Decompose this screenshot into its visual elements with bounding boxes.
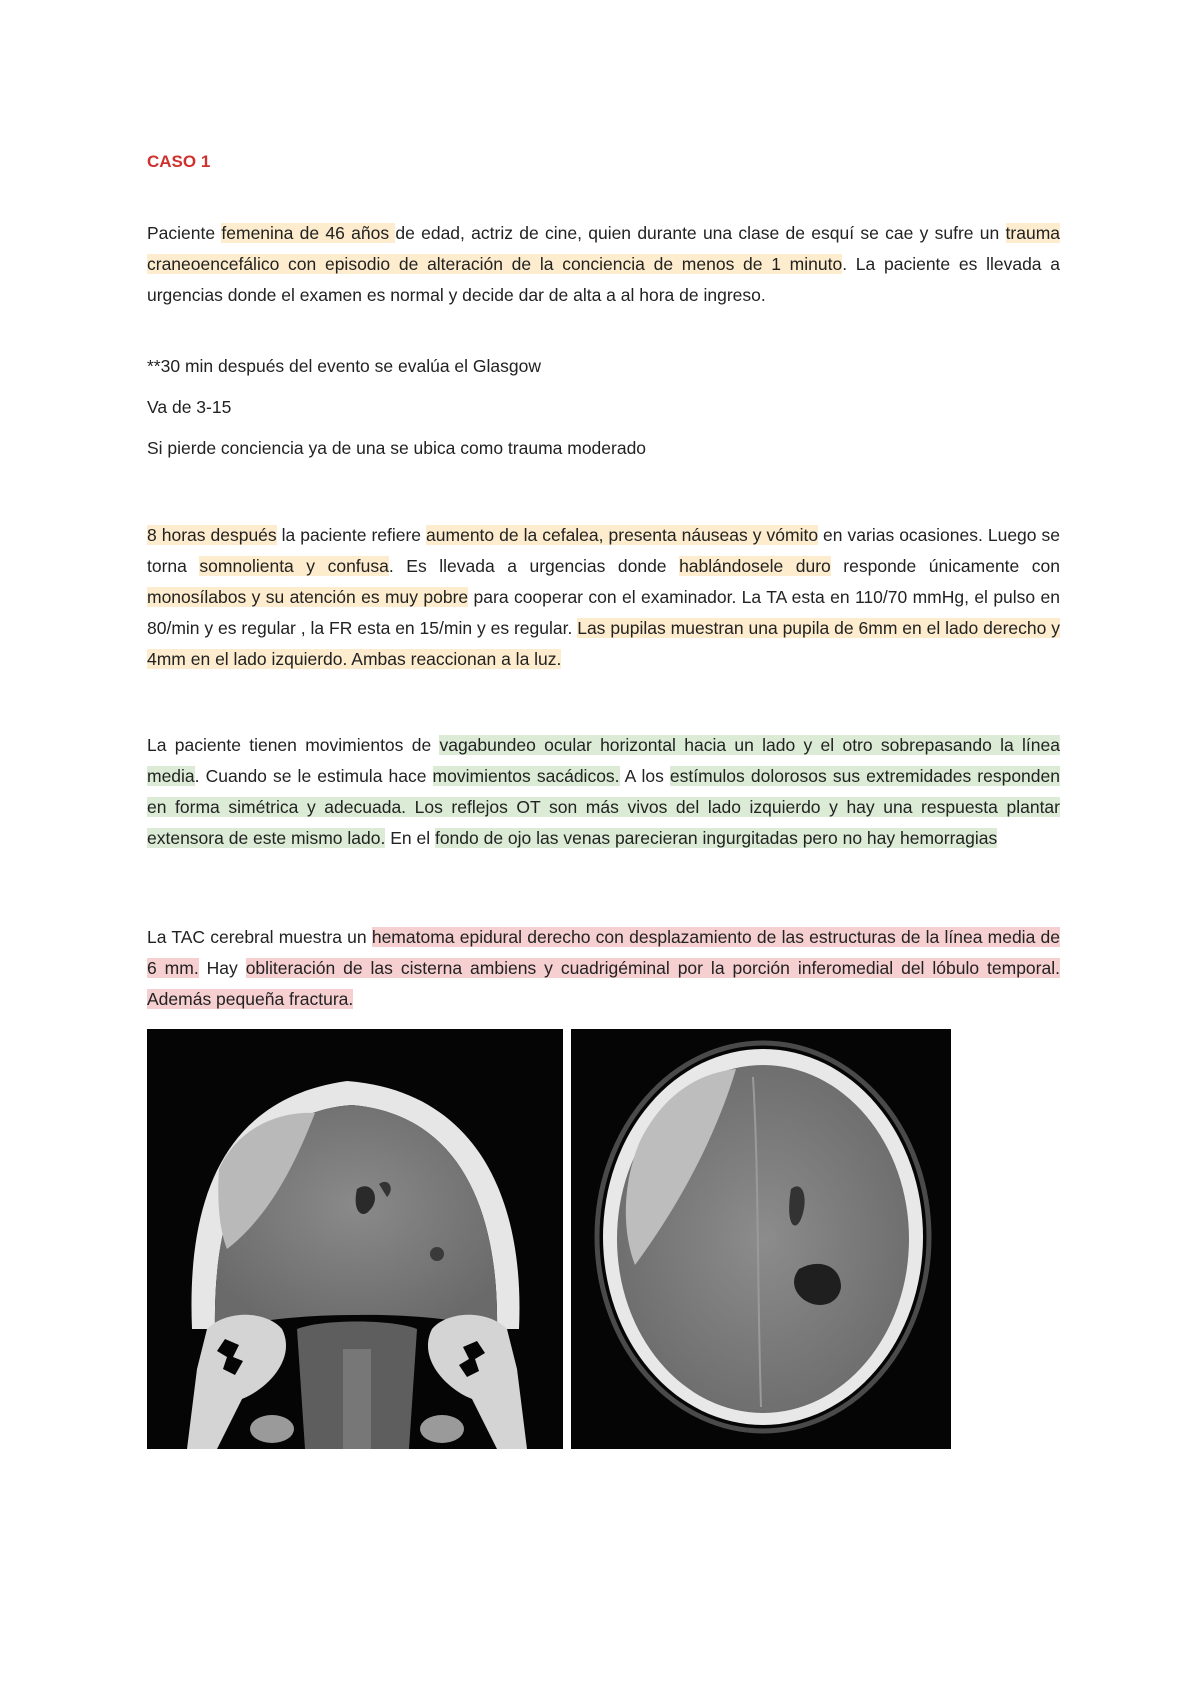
highlighted-text: 8 horas después (147, 525, 277, 545)
text-segment: La TAC cerebral muestra un (147, 927, 372, 947)
text-segment: . Cuando se le estimula hace (194, 766, 433, 786)
text-segment: A los (619, 766, 670, 786)
text-segment: . Es llevada a urgencias donde (388, 556, 680, 576)
text-segment: En el (385, 828, 435, 848)
highlighted-text: estímulos dolorosos sus extremidades responden en forma simétrica y adecuada. Los reflejos OT son más vivos del lado izquierdo y hay una respuesta plantar extensora de este mismo lado. (147, 766, 1060, 848)
highlighted-text: obliteración de las cisterna ambiens y cuadrigéminal por la porción inferomedial del lóbulo temporal. Además pequeña fractura. (147, 958, 1060, 1009)
paragraph-ct-findings (147, 922, 1060, 1015)
highlighted-text: aumento de la cefalea, presenta náuseas y vómito (426, 525, 819, 545)
highlighted-text: Las pupilas muestran una pupila de 6mm en el lado derecho y 4mm en el lado izquierdo. Ambas reaccionan a la luz. (147, 618, 1060, 669)
highlighted-text: monosílabos y su atención es muy pobre (147, 587, 469, 607)
paragraph-neuro-exam (147, 730, 1060, 854)
ct-axial-image (571, 1029, 951, 1449)
highlighted-text: hablándosele duro (679, 556, 831, 576)
text-segment: Si pierde conciencia ya de una se ubica como trauma moderado (147, 438, 647, 458)
text-segment: de edad, actriz de cine, quien durante una clase de esquí se cae y sufre un (395, 223, 1006, 243)
text-segment: la paciente refiere (276, 525, 427, 545)
note-moderate-trauma (147, 433, 1060, 464)
note-glasgow (147, 351, 1060, 382)
highlighted-text: vagabundeo ocular horizontal hacia un lado y el otro sobrepasando la línea media (147, 735, 1060, 786)
case-title: CASO 1 (147, 152, 211, 171)
highlighted-text: trauma craneoencefálico con episodio de alteración de la conciencia de menos de 1 minuto (147, 223, 1061, 274)
text-segment: La paciente tienen movimientos de (147, 735, 440, 755)
note-glasgow-range (147, 392, 1060, 423)
text-segment: responde únicamente con (830, 556, 1061, 576)
highlighted-text: somnolienta y confusa (199, 556, 389, 576)
text-segment: en varias ocasiones. Luego se torna (147, 525, 1060, 576)
highlighted-text: hematoma epidural derecho con desplazamiento de las estructuras de la línea media de 6 mm. (147, 927, 1060, 978)
highlighted-text: fondo de ojo las venas parecieran ingurgitadas pero no hay hemorragias (434, 828, 998, 848)
highlighted-text: femenina de 46 años (221, 223, 396, 243)
text-segment: para cooperar con el examinador. La TA esta en 110/70 mmHg, el pulso en 80/min y es regular , la FR esta en 15/min y es regular. (147, 587, 1060, 638)
highlighted-text: movimientos sacádicos. (432, 766, 620, 786)
paragraph-presentation (147, 218, 1060, 311)
text-segment: . La paciente es llevada a urgencias donde el examen es normal y decide dar de alta a al hora de ingreso. (147, 254, 1060, 305)
text-segment: **30 min después del evento se evalúa el Glasgow (147, 356, 541, 376)
text-segment: Paciente (147, 223, 222, 243)
text-segment: Hay (198, 958, 246, 978)
ct-coronal-image (147, 1029, 563, 1449)
text-segment: Va de 3-15 (147, 397, 232, 417)
paragraph-evolution (147, 520, 1060, 675)
